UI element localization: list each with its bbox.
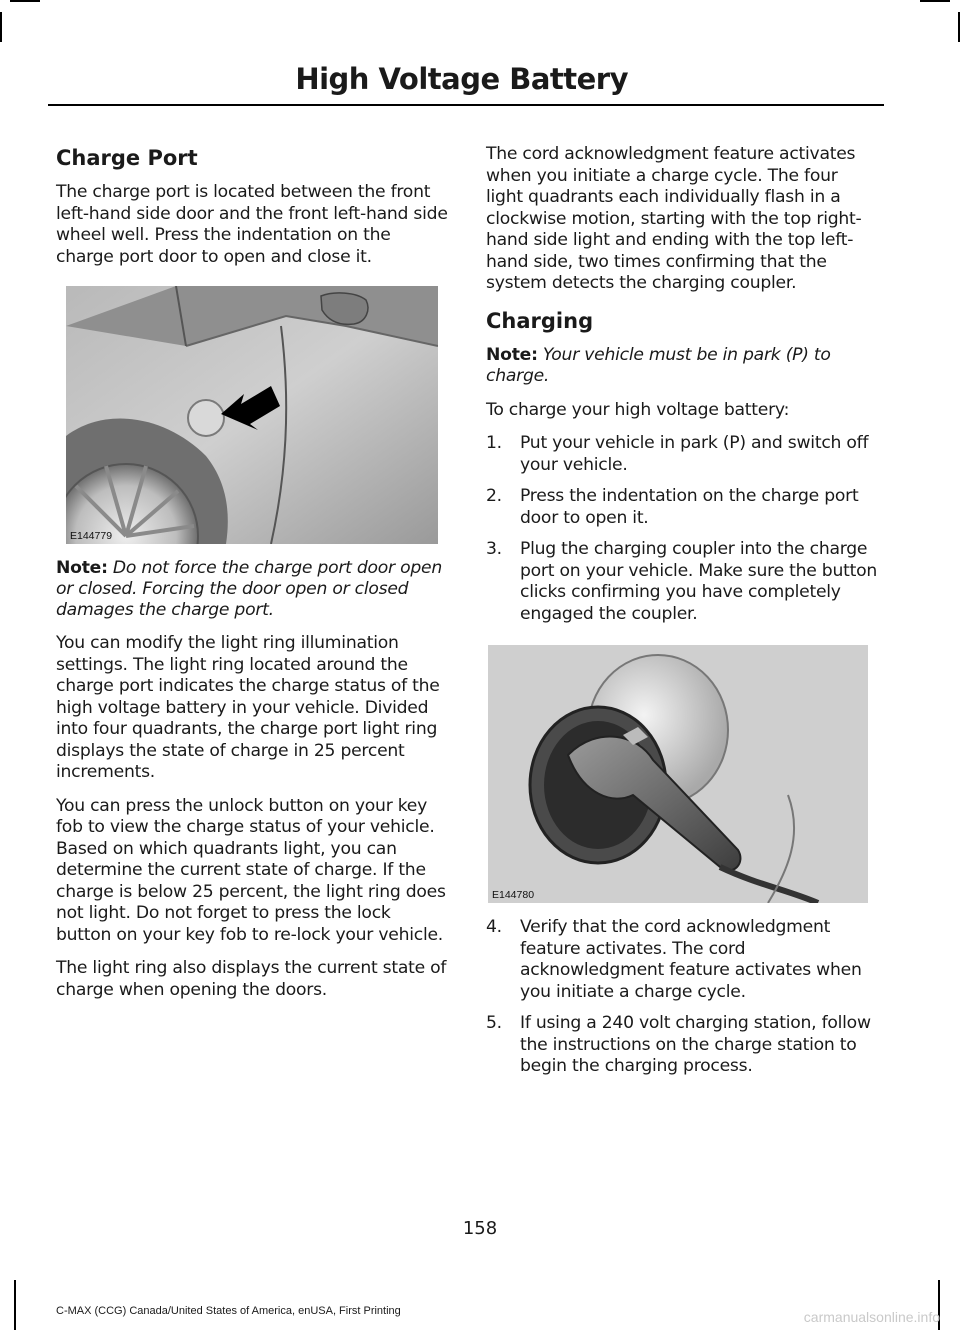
light-ring-paragraph: You can modify the light ring illumination settings. The light ring located around the charge port indicates the charge status of the high voltage battery in your vehicle. Divided into four quadrants, the charge port light ring displays the state of charge in 25 percent increments. [56,633,440,782]
note-charge-port [56,558,448,621]
note-text: Your vehicle must be in park (P) to charge. [486,344,831,386]
note-label: Note: [486,344,538,365]
figure-charging-coupler [488,645,868,903]
charging-intro: To charge your high voltage battery: [486,399,790,420]
figure-code: E144780 [492,889,535,901]
list-item: 4. Verify that the cord acknowledgment feature activates. The cord acknowledgment feature activates when you initiate a charge cycle. [486,917,862,1002]
crop-mark [0,12,2,42]
list-item: 5. If using a 240 volt charging station, follow the instructions on the charge station to begin the charging process. [486,1013,871,1076]
charge-port-door [188,400,224,436]
figure-code: E144779 [70,530,113,542]
car-side-illustration [66,286,438,544]
section-title-charging: Charging [486,308,594,333]
header-divider [48,104,884,106]
charge-port-intro: The charge port is located between the front left-hand side door and the front left-hand side wheel well. Press the indentation on the charge port door to open and close it. [56,182,448,267]
list-item: 1. Put your vehicle in park (P) and switch off your vehicle. [486,433,869,475]
crop-mark [920,0,950,2]
list-item: 2. Press the indentation on the charge port door to open it. [486,486,859,528]
key-fob-paragraph: You can press the unlock button on your key fob to view the charge status of your vehicle. Based on which quadrants light, you can determine the current state of charge. If the charge is below 25 percent, the light ring does not light. Do not forget to press the lock button on your key fob to re-lock your vehicle. [56,795,446,945]
watermark: carmanualsonline.info [803,1309,940,1325]
note-park [486,345,878,388]
section-title-charge-port: Charge Port [56,146,198,170]
edition-footer: C-MAX (CCG) Canada/United States of America, enUSA, First Printing [56,1305,401,1317]
page-number: 158 [462,1218,498,1239]
page-title: High Voltage Battery [295,62,628,96]
crop-mark [10,0,40,2]
crop-mark [14,1280,16,1330]
cord-acknowledgment-paragraph: The cord acknowledgment feature activates when you initiate a charge cycle. The four light quadrants each individually flash in a clockwise motion, starting with the top right-hand side light and ending with the top left-hand side, two times confirming that the system detects the charging coupler. [486,144,862,293]
list-item: 3. Plug the charging coupler into the charge port on your vehicle. Make sure the button clicks confirming you have completely engaged the coupler. [486,539,877,624]
left-column [56,144,448,1013]
note-text: Do not force the charge port door open or closed. Forcing the door open or closed damages the charge port. [56,558,442,620]
right-column [486,144,878,1088]
note-label: Note: [56,558,108,578]
figure-charge-port-location [66,286,438,544]
charging-steps-list [486,433,878,625]
charging-coupler-illustration [488,645,868,903]
doors-paragraph: The light ring also displays the current state of charge when opening the doors. [56,958,447,1000]
charging-steps-list-continued [486,917,878,1078]
